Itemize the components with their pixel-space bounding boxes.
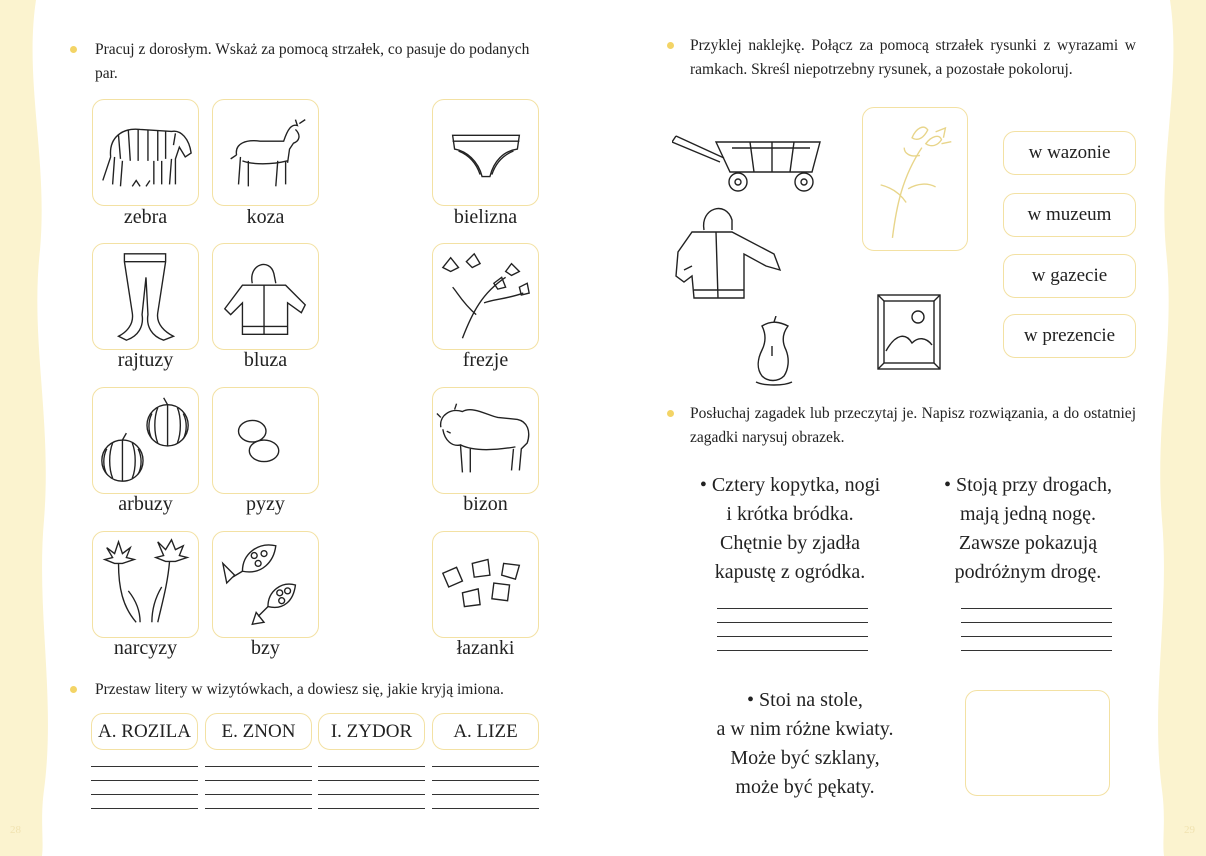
- task3-instruction: Przyklej naklejkę. Połącz za pomocą strzałek rysunki z wyrazami w ramkach. Skreśl niepotrzebny rysunek, a pozostałe pokoloruj.: [690, 37, 1136, 78]
- picture-label: bizon: [463, 493, 508, 515]
- task4-instruction: Posłuchaj zagadek lub przeczytaj je. Napisz rozwiązania, a do ostatniej zagadki narysuj obrazek.: [690, 405, 1136, 446]
- riddle-1: [680, 471, 900, 587]
- picture-label: arbuzy: [118, 493, 173, 515]
- riddle-3: [690, 686, 920, 802]
- riddle-line: Zawsze pokazują: [958, 532, 1098, 554]
- sticker-frame[interactable]: [862, 107, 968, 251]
- picture-card-bzy[interactable]: [212, 531, 319, 638]
- task4-bullet: [667, 410, 674, 417]
- name-card: E. ZNON: [205, 713, 312, 750]
- task2-instruction: Przestaw litery w wizytówkach, a dowiesz się, jakie kryją imiona.: [95, 681, 504, 698]
- goat-icon: [213, 100, 318, 205]
- name-card: A. ROZILA: [91, 713, 198, 750]
- picture-card-bluza[interactable]: [212, 243, 319, 350]
- drawing-box[interactable]: [965, 690, 1110, 796]
- picture-card-arbuzy[interactable]: [92, 387, 199, 494]
- tights-icon: [93, 244, 198, 349]
- riddle-line: może być pękaty.: [735, 776, 875, 798]
- right-wave-decoration: [1146, 0, 1206, 856]
- name-card: I. ZYDOR: [318, 713, 425, 750]
- picture-label: rajtuzy: [117, 349, 174, 371]
- picture-card-koza[interactable]: [212, 99, 319, 206]
- picture-label: frezje: [462, 349, 509, 371]
- picture-card-pyzy[interactable]: [212, 387, 319, 494]
- task1-bullet: [70, 46, 77, 53]
- riddle-line: a w nim różne kwiaty.: [716, 718, 894, 740]
- word-frame[interactable]: w prezencie: [1003, 314, 1136, 358]
- freesia-icon: [433, 244, 538, 349]
- apple-core-icon: [748, 316, 800, 386]
- word-frame[interactable]: w wazonie: [1003, 131, 1136, 175]
- task1-instruction: Pracuj z dorosłym. Wskaż za pomocą strzałek, co pasuje do podanych par.: [95, 41, 530, 82]
- page-number-left: 28: [10, 824, 21, 836]
- riddle-line: • Cztery kopytka, nogi: [699, 474, 881, 496]
- daffodils-icon: [93, 532, 198, 637]
- picture-label: pyzy: [246, 493, 285, 515]
- picture-card-zebra[interactable]: [92, 99, 199, 206]
- hoodie-icon: [213, 244, 318, 349]
- bison-icon: [433, 388, 538, 493]
- riddle-line: • Stoją przy drogach,: [943, 474, 1113, 496]
- riddle-line: podróżnym drogę.: [954, 561, 1102, 583]
- lilac-icon: [213, 532, 318, 637]
- picture-label: bielizna: [453, 206, 518, 228]
- riddle-line: Może być szklany,: [730, 747, 880, 769]
- name-card: A. LIZE: [432, 713, 539, 750]
- task3-bullet: [667, 42, 674, 49]
- picture-label: koza: [246, 206, 285, 228]
- picture-label: bzy: [251, 637, 280, 659]
- left-wave-decoration: [0, 0, 60, 856]
- picture-label: zebra: [123, 206, 168, 228]
- zebra-icon: [93, 100, 198, 205]
- task2-bullet: [70, 686, 77, 693]
- dumplings-icon: [213, 388, 318, 493]
- riddle-line: Chętnie by zjadła: [720, 532, 860, 554]
- framed-picture-icon: [876, 293, 942, 371]
- page-number-right: 29: [1184, 824, 1195, 836]
- riddle-line: • Stoi na stole,: [747, 689, 863, 711]
- cart-icon: [672, 128, 824, 198]
- pasta-squares-icon: [433, 532, 538, 637]
- watermelons-icon: [93, 388, 198, 493]
- riddle-2: [918, 471, 1138, 587]
- picture-card-bielizna[interactable]: [432, 99, 539, 206]
- picture-card-narcyzy[interactable]: [92, 531, 199, 638]
- picture-card-lazanki[interactable]: [432, 531, 539, 638]
- picture-card-bizon[interactable]: [432, 387, 539, 494]
- flower-sticker-icon: [863, 108, 967, 250]
- picture-card-frezje[interactable]: [432, 243, 539, 350]
- picture-label: łazanki: [456, 637, 515, 659]
- word-frame[interactable]: w gazecie: [1003, 254, 1136, 298]
- riddle-line: i krótka bródka.: [726, 503, 854, 525]
- riddle-line: kapustę z ogródka.: [714, 561, 866, 583]
- riddle-line: mają jedną nogę.: [959, 503, 1097, 525]
- underwear-icon: [433, 100, 538, 205]
- picture-card-rajtuzy[interactable]: [92, 243, 199, 350]
- picture-label: bluza: [243, 349, 288, 371]
- picture-label: narcyzy: [113, 637, 178, 659]
- word-frame[interactable]: w muzeum: [1003, 193, 1136, 237]
- hoodie-icon: [674, 200, 790, 304]
